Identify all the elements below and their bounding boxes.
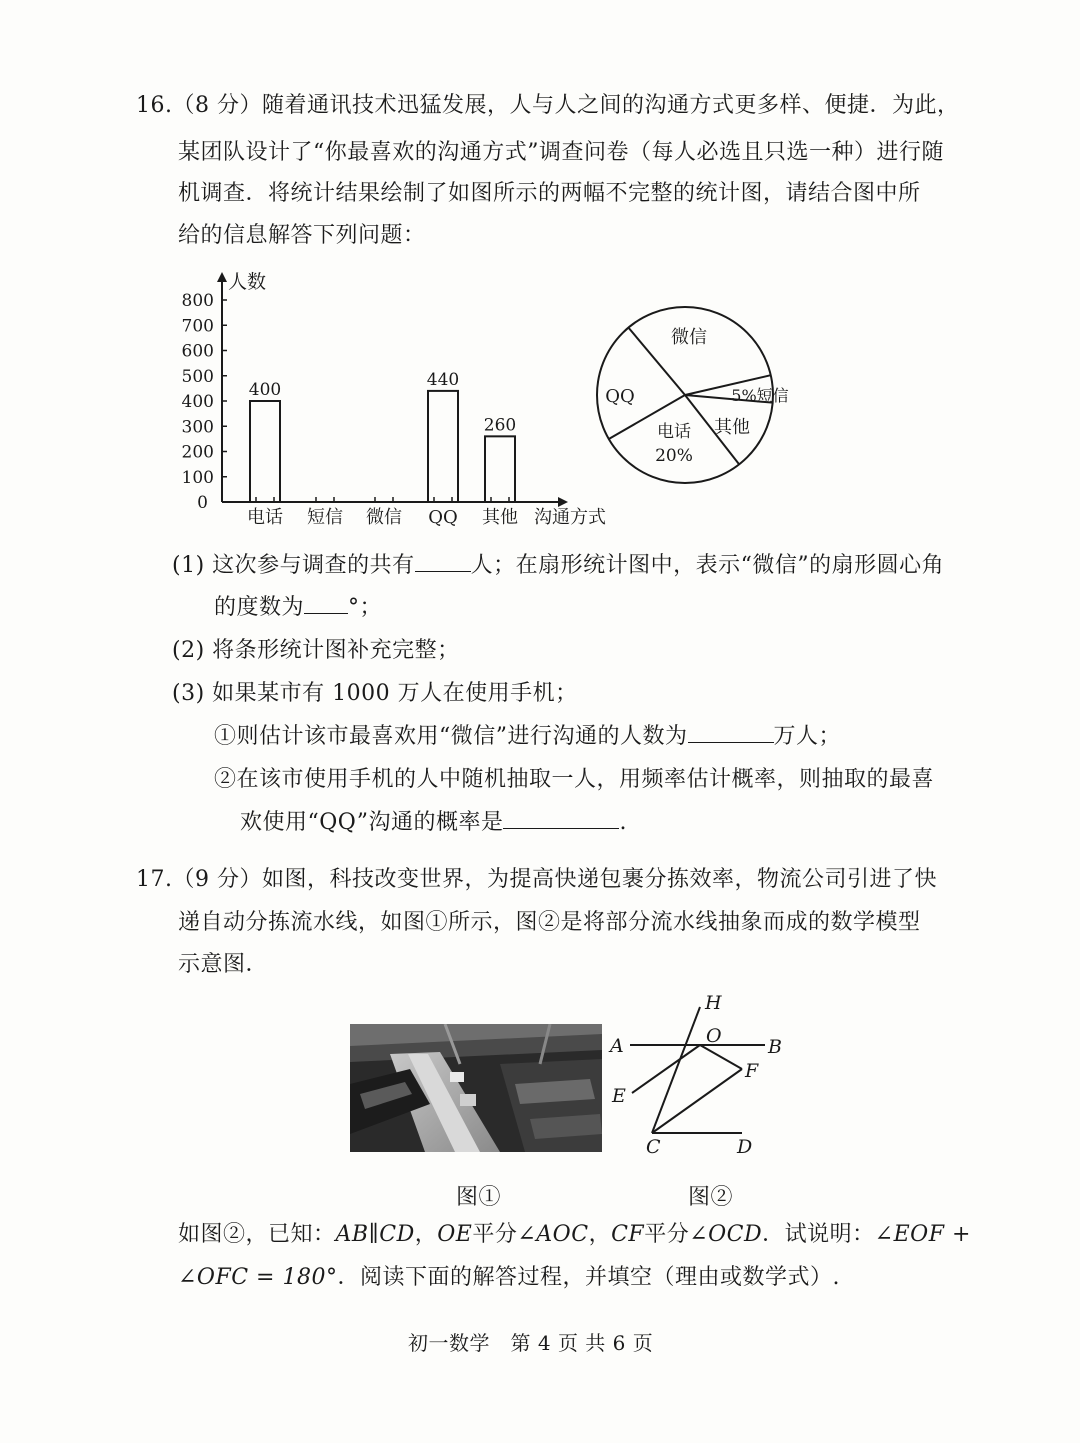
bar-value-label: 440 [426,369,460,390]
q17-given-ab-parallel-cd: AB∥CD [335,1222,415,1247]
q17-given-angle-ocd: ∠OCD [689,1222,763,1247]
point-label-e: E [612,1085,626,1107]
figure-1-caption: 图① [456,1185,502,1210]
bar-value-label: 400 [248,380,282,400]
y-tick-label: 500 [181,366,214,387]
y-axis-label: 人数 [228,271,267,293]
pie-slice-label: 其他 [714,417,750,438]
q17-given-k: ．试说明： [762,1222,875,1247]
pie-slice-label: 电话 [657,422,691,442]
q16-line-4: 给的信息解答下列问题： [178,223,426,248]
category-label: QQ [428,507,458,528]
segment-cf [652,1069,742,1133]
point-label-c: C [646,1136,661,1158]
pie-slice-label: QQ [605,386,635,407]
figure-2-geometry-diagram [600,985,800,1165]
q17-given-angle-aoc: ∠AOC [517,1222,589,1247]
q16-sub3-1 [214,722,841,752]
category-label: 短信 [307,507,343,528]
pie-slice-percent: 20% [655,446,693,466]
y-tick-label: 600 [181,341,214,362]
answer-blank-qq-probability[interactable] [503,808,619,829]
q16-sub3-2-text-c: . [619,810,627,835]
q16-line-2: 某团队设计了“你最喜欢的沟通方式”调查问卷（每人必选且只选一种）进行随 [178,140,944,165]
q17-given-cf: CF [611,1222,645,1247]
bar [485,436,515,502]
point-label-f: F [745,1060,759,1082]
y-tick-label: 800 [181,291,214,311]
q17-given-i: 平分 [644,1222,690,1247]
q16-sub3-1-text-b: 万人； [773,724,842,749]
pie-slice-label: 5%短信 [731,386,789,405]
y-tick-label: 300 [181,417,214,438]
pie-slice-label: 微信 [671,327,707,348]
q17-given-a: 如图②，已知： [178,1222,336,1247]
bar-chart [170,262,620,532]
figure-1-sorting-line-photo [350,1024,602,1152]
q16-line-1: 16.（8 分）随着通讯技术迅猛发展，人与人之间的沟通方式更多样、便捷．为此， [136,93,960,118]
point-label-a: A [610,1035,624,1057]
q16-sub3-1-text-a: ①则估计该市最喜欢用“微信”进行沟通的人数为 [214,724,688,749]
q17-given-c: ， [414,1222,438,1247]
q17-given-oe: OE [437,1222,473,1247]
q16-sub1-text-d: °； [348,595,383,620]
point-label-h: H [705,992,722,1014]
q17-line-2: 递自动分拣流水线，如图①所示，图②是将部分流水线抽象而成的数学模型 [178,910,921,935]
answer-blank-total[interactable] [415,551,471,572]
q16-sub3: (3) 如果某市有 1000 万人在使用手机； [172,681,578,706]
y-tick-label: 100 [181,467,214,488]
y-tick-label: 0 [197,493,208,513]
q16-sub1-cont [214,593,382,623]
point-label-d: D [737,1136,753,1158]
q16-sub1-text-a: (1) 这次参与调查的共有 [172,553,415,578]
segment-of [700,1045,742,1069]
page-footer: 初一数学 第 4 页 共 6 页 [408,1331,654,1355]
q16-sub3-2-cont [240,808,627,838]
q17-given-e: 平分 [472,1222,518,1247]
q16-sub3-2-text-b: 欢使用“QQ”沟通的概率是 [240,810,504,835]
q17-given-angle-eof: ∠EOF + [874,1222,971,1247]
q17-given-n: ．阅读下面的解答过程，并填空（理由或数学式）. [337,1265,840,1290]
bar-value-label: 260 [483,415,517,436]
x-axis-label: 沟通方式 [534,507,606,528]
q16-sub2: (2) 将条形统计图补充完整； [172,638,460,663]
q17-line-3: 示意图． [178,952,269,977]
q17-given-line-1 [178,1220,971,1250]
y-tick-label: 200 [181,442,214,463]
q16-sub3-2: ②在该市使用手机的人中随机抽取一人，用频率估计概率，则抽取的最喜 [214,767,935,792]
q17-given-angle-ofc: ∠OFC = 180° [178,1265,338,1290]
y-axis-arrow [217,272,227,282]
q16-sub1-text-b: 人；在扇形统计图中，表示“微信”的扇形圆心角 [470,553,945,578]
y-tick-label: 400 [181,392,214,412]
category-label: 电话 [247,507,283,528]
q17-line-1: 17.（9 分）如图，科技改变世界，为提高快递包裹分拣效率，物流公司引进了快 [136,867,937,892]
category-label: 其他 [482,507,518,528]
point-label-o: O [706,1025,722,1047]
x-axis-arrow [558,497,568,507]
q16-line-3: 机调查．将统计结果绘制了如图所示的两幅不完整的统计图，请结合图中所 [178,181,921,206]
ray-oe [632,1045,700,1093]
answer-blank-angle[interactable] [304,593,348,614]
figure-2-caption: 图② [688,1185,734,1210]
bar [428,391,458,502]
line-hc [652,1007,700,1133]
q17-given-g: ， [588,1222,612,1247]
bar [250,401,280,502]
point-label-b: B [768,1036,782,1058]
pie-chart [590,305,800,495]
answer-blank-wechat-users[interactable] [688,722,774,743]
q16-sub1 [172,551,944,581]
y-tick-label: 700 [181,316,214,337]
q17-given-line-2 [178,1263,840,1293]
category-label: 微信 [366,507,402,528]
q16-sub1-text-c: 的度数为 [214,595,305,620]
